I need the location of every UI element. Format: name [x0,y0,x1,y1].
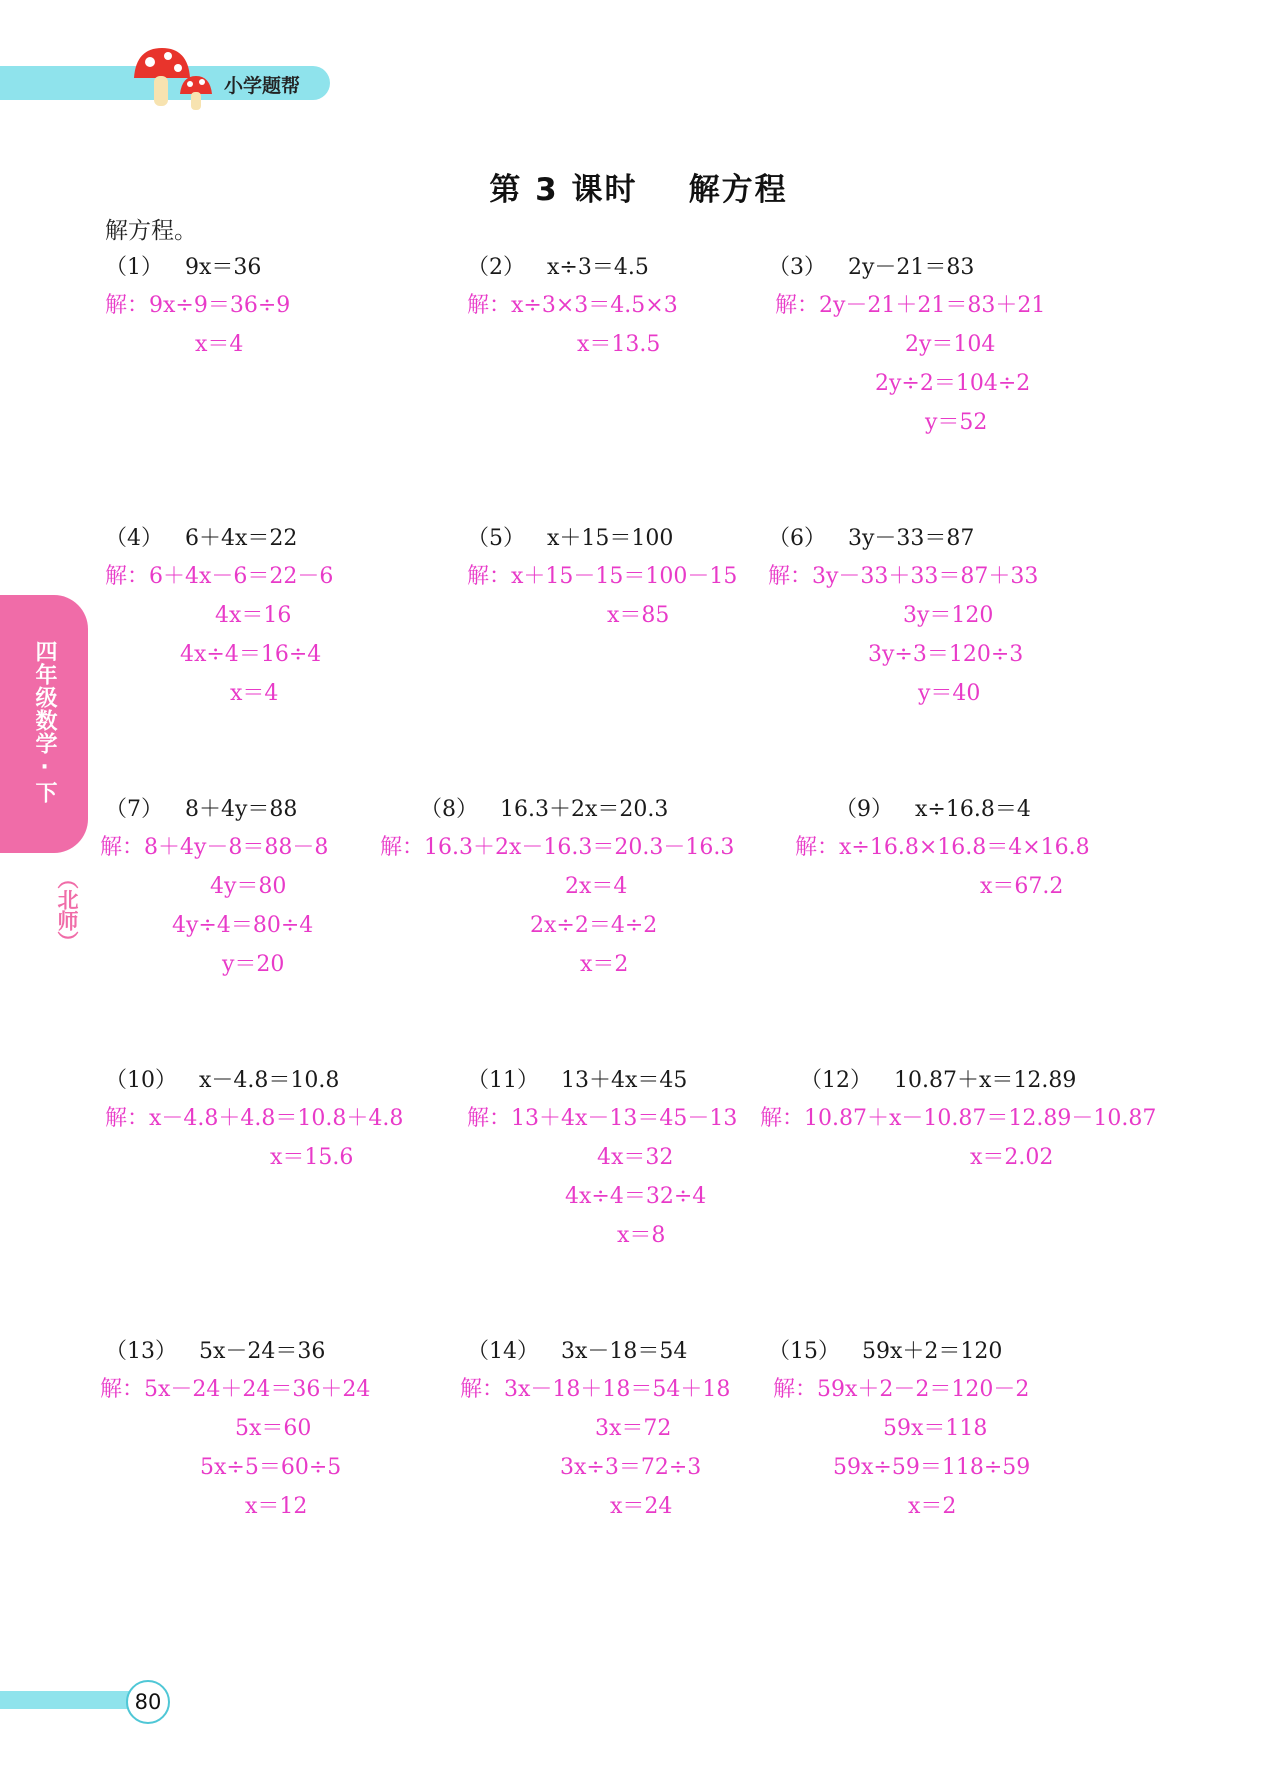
solution-step: 解：x÷16.8×16.8＝4×16.8 [795,835,1090,860]
solution-step: 2x＝4 [565,874,628,899]
solution-step: 解：2y－21＋21＝83＋21 [775,293,1046,318]
problem-equation [105,255,261,281]
problem-equation [768,255,974,281]
solution-step: x＝67.2 [980,874,1064,899]
brand-title: 小学题帮 [224,75,301,97]
equation-text: 16.3＋2x＝20.3 [500,797,669,822]
equation-text: x÷16.8＝4 [915,797,1031,822]
solution-step: 解：x＋15－15＝100－15 [467,564,738,589]
problem-number: （9） [835,797,893,822]
solution-step: 解：x－4.8＋4.8＝10.8＋4.8 [105,1106,404,1131]
equation-text: x÷3＝4.5 [547,255,649,280]
equation-text: 5x－24＝36 [199,1339,326,1364]
equation-text: 10.87＋x＝12.89 [894,1068,1077,1093]
problem-equation [467,526,673,552]
solution-step: 解：8＋4y－8＝88－8 [100,835,329,860]
solution-step: 解：x÷3×3＝4.5×3 [467,293,678,318]
solution-step: 3x÷3＝72÷3 [560,1455,702,1480]
solution-step: x＝4 [230,681,279,706]
solution-step: 2y÷2＝104÷2 [875,371,1031,396]
edition-label: （北师） [55,868,79,952]
solution-step: x＝2 [908,1494,957,1519]
solution-step: 解：10.87＋x－10.87＝12.89－10.87 [760,1106,1157,1131]
problem-equation [768,526,974,552]
equation-text: 3x－18＝54 [561,1339,688,1364]
solution-step: 解：3x－18＋18＝54＋18 [460,1377,731,1402]
problem-equation [768,1339,1002,1365]
solution-step: 4x＝32 [597,1145,674,1170]
problem-equation [467,255,649,281]
solution-step: 解：6＋4x－6＝22－6 [105,564,334,589]
problem-equation [420,797,668,823]
page-title: 第 3 课时 解方程 [489,172,788,208]
solution-step: 4y÷4＝80÷4 [172,913,314,938]
mushroom-icon [128,44,216,114]
problem-number: （11） [467,1068,539,1093]
problem-number: （3） [768,255,826,280]
solution-step: y＝20 [222,952,285,977]
solution-step: 解：13＋4x－13＝45－13 [467,1106,738,1131]
problem-number: （10） [105,1068,177,1093]
problem-number: （6） [768,526,826,551]
solution-step: y＝52 [925,410,988,435]
problem-equation [105,797,297,823]
solution-step: 解：59x＋2－2＝120－2 [773,1377,1030,1402]
solution-step: 59x÷59＝118÷59 [833,1455,1031,1480]
problem-number: （12） [800,1068,872,1093]
problem-equation [467,1068,687,1094]
problem-number: （8） [420,797,478,822]
solution-step: x＝13.5 [577,332,661,357]
solution-step: x＝85 [607,603,670,628]
equation-text: 13＋4x＝45 [561,1068,688,1093]
problem-equation [105,1339,325,1365]
problem-number: （2） [467,255,525,280]
page-number: 80 [126,1680,170,1724]
equation-text: 2y－21＝83 [848,255,975,280]
problem-equation [105,526,297,552]
equation-text: x－4.8＝10.8 [199,1068,340,1093]
solution-step: 4x＝16 [215,603,292,628]
solution-step: x＝15.6 [270,1145,354,1170]
solution-step: 5x＝60 [235,1416,312,1441]
solution-step: x＝8 [617,1223,666,1248]
problem-number: （15） [768,1339,840,1364]
instruction-text: 解方程。 [105,218,197,244]
problem-equation [105,1068,339,1094]
equation-text: x＋15＝100 [547,526,674,551]
solution-step: 4x÷4＝16÷4 [180,642,322,667]
equation-text: 9x＝36 [185,255,262,280]
solution-step: x＝4 [195,332,244,357]
solution-step: 3y÷3＝120÷3 [868,642,1024,667]
equation-text: 3y－33＝87 [848,526,975,551]
equation-text: 59x＋2＝120 [862,1339,1003,1364]
solution-step: x＝12 [245,1494,308,1519]
grade-label: 四年级数学·下 [32,640,57,804]
solution-step: 3x＝72 [595,1416,672,1441]
equation-text: 6＋4x＝22 [185,526,298,551]
problem-number: （5） [467,526,525,551]
problem-number: （4） [105,526,163,551]
solution-step: 5x÷5＝60÷5 [200,1455,342,1480]
solution-step: 解：9x÷9＝36÷9 [105,293,291,318]
solution-step: 解：16.3＋2x－16.3＝20.3－16.3 [380,835,735,860]
solution-step: 解：3y－33＋33＝87＋33 [768,564,1039,589]
problem-equation [467,1339,687,1365]
problem-equation [800,1068,1076,1094]
solution-step: 4y＝80 [210,874,287,899]
solution-step: y＝40 [918,681,981,706]
solution-step: 2x÷2＝4÷2 [530,913,658,938]
solution-step: x＝2 [580,952,629,977]
solution-step: 59x＝118 [883,1416,988,1441]
problem-number: （13） [105,1339,177,1364]
problem-equation [835,797,1031,823]
solution-step: 2y＝104 [905,332,996,357]
equation-text: 8＋4y＝88 [185,797,298,822]
solution-step: x＝24 [610,1494,673,1519]
solution-step: 4x÷4＝32÷4 [565,1184,707,1209]
problem-number: （14） [467,1339,539,1364]
solution-step: 3y＝120 [903,603,994,628]
solution-step: 解：5x－24＋24＝36＋24 [100,1377,371,1402]
problem-number: （7） [105,797,163,822]
problem-number: （1） [105,255,163,280]
solution-step: x＝2.02 [970,1145,1054,1170]
